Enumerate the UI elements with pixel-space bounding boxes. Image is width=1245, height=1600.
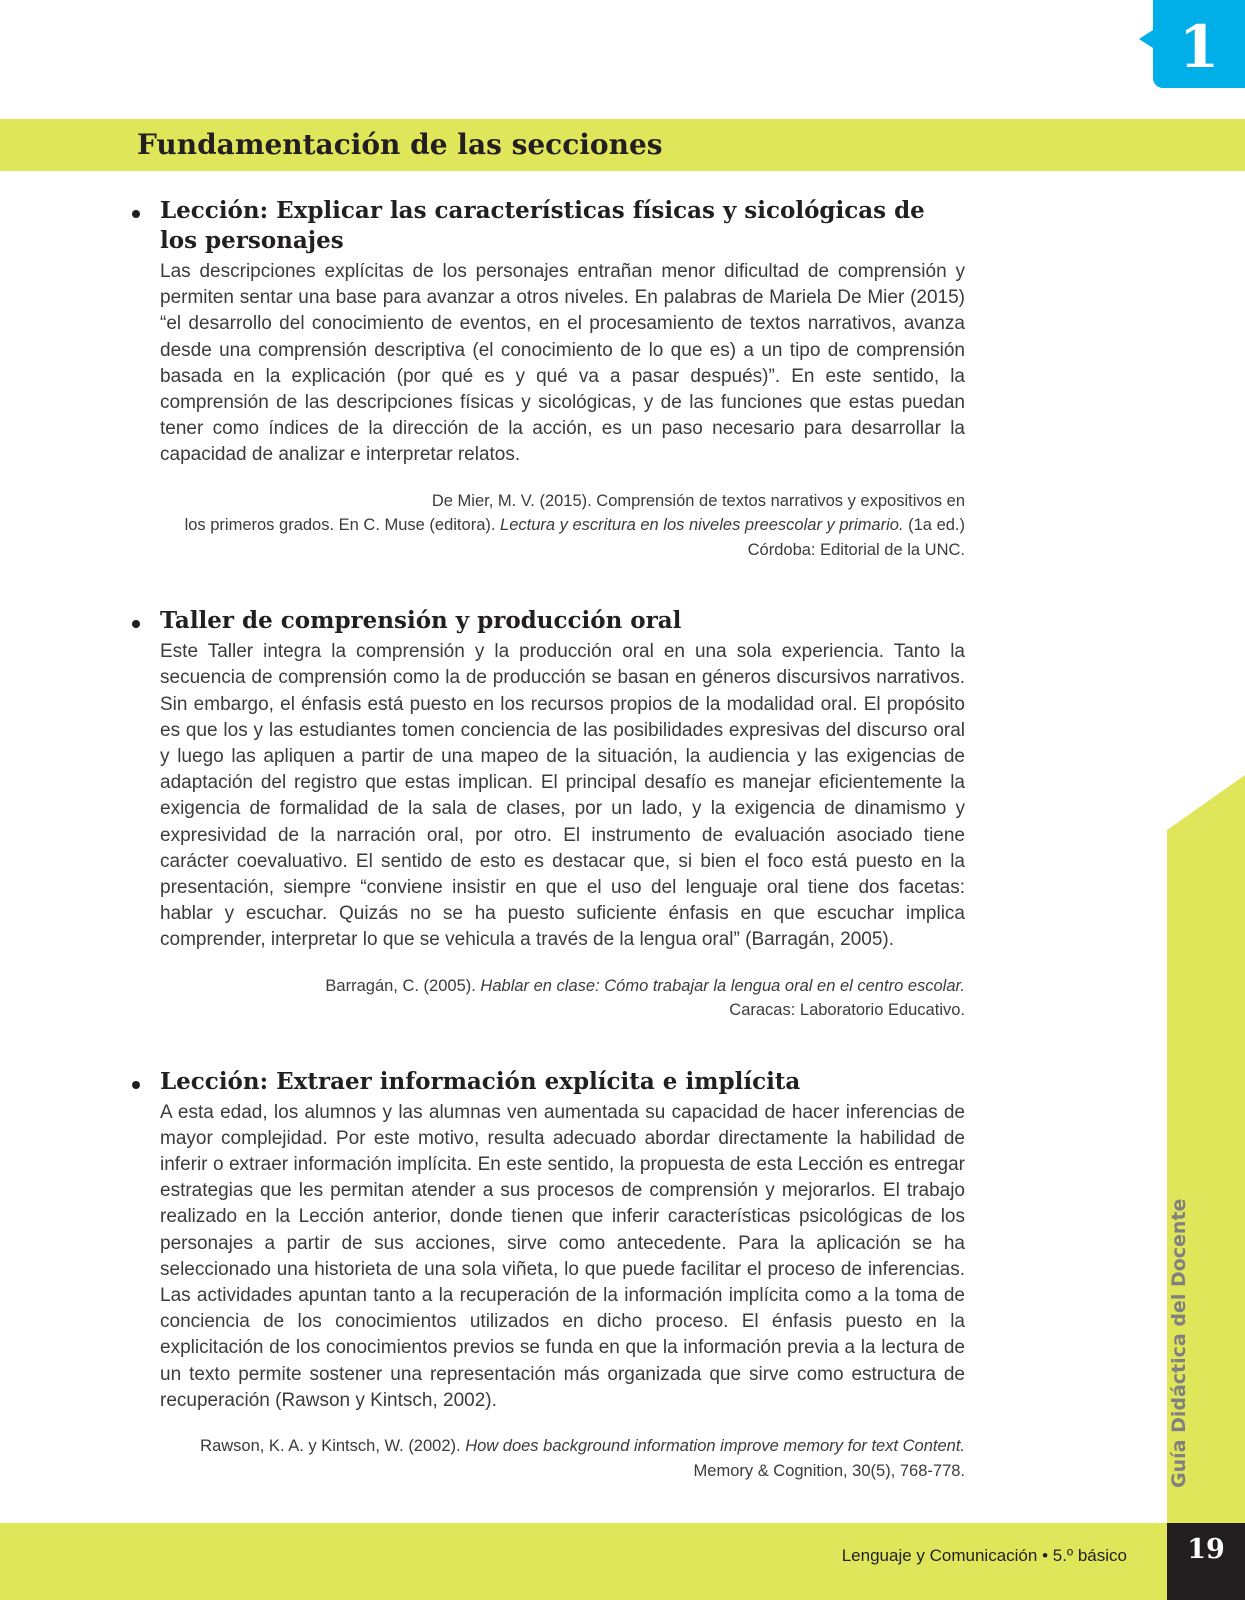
reference-line: Caracas: Laboratorio Educativo. [729,1001,965,1020]
reference-line [160,513,965,538]
reference-line: Córdoba: Editorial de la UNC. [747,540,965,559]
footer-text: Lenguaje y Comunicación • 5.º básico [841,1546,1127,1565]
section-body: Este Taller integra la comprensión y la producción oral en una sola experiencia. Tanto la secuencia de comprensión como la de producción se basan en géneros discursivos narrativos. Sin embargo, el énfasis está puesto en los recursos propios de la modalidad oral. El propósito es que los y las estudiantes tomen conciencia de las posibilidades expresivas del discurso oral y luego las apliquen a partir de una mapeo de la situación, la audiencia y las exigencias de adaptación del registro que estas implican. El principal desafío es manejar eficientemente la exigencia de formalidad de la sala de clases, por un lado, y la exigencia de dinamismo y expresividad de la narración oral, por otro. El instrumento de evaluación asociado tiene carácter coevaluativo. El sentido de esto es destacar que, si bien el foco está puesto en la presentación, siempre “conviene insistir en que el uso del lenguaje oral tiene dos facetas: hablar y escuchar. Quizás no se ha puesto suficiente énfasis en que escuchar implica comprender, interpretar lo que se vehicula a través de la lengua oral” (Barragán, 2005). [160,641,965,951]
reference-text: Rawson, K. A. y Kintsch, W. (2002). [200,1437,466,1455]
reference-text: (1a ed.) [903,516,965,535]
reference-line: De Mier, M. V. (2015). Comprensión de textos narrativos y expositivos en [431,491,965,510]
section-character-traits [160,196,965,562]
chapter-tab [1153,0,1245,88]
section-body: A esta edad, los alumnos y las alumnas ven aumentada su capacidad de hacer inferencias de mayor complejidad. Por este motivo, resulta adecuado abordar directamente la habilidad de inferir o extraer información implícita. En este sentido, la propuesta de esta Lección es entregar estrategias que les permitan atender a sus procesos de comprensión y mejorarlos. El trabajo realizado en la Lección anterior, donde tienen que inferir características psicológicas de los personajes a partir de sus acciones, sirve como antecedente. Para la aplicación se ha seleccionado una historieta de una sola viñeta, lo que puede facilitar el proceso de inferencias. Las actividades apuntan tanto a la recuperación de la información implícita como a la toma de conciencia de los conocimientos utilizados en dicho proceso. El énfasis puesto en la explicitación de los conocimientos previos se funda en que la información previa a la lectura de un texto permite sostener una representación más organizada que sirve como estructura de recuperación (Rawson y Kintsch, 2002). [160,1101,965,1411]
reference [160,489,965,563]
section-body: Las descripciones explícitas de los personajes entrañan menor dificultad de comprensión y permiten sentar una base para avanzar a otros niveles. En palabras de Mariela De Mier (2015) “el desarrollo del conocimiento de eventos, en el procesamiento de textos narrativos, avanza desde una comprensión descriptiva (el conocimiento de lo que es) a un tipo de comprensión basada en la explicación (por qué es y qué va a pasar después)”. En este sentido, la comprensión de las descripciones físicas y sicológicas, y de las funciones que estas puedan tener como índices de la dirección de la acción, es un paso necesario para desarrollar la capacidad de analizar e interpretar relatos. [160,261,965,466]
section-oral-workshop [160,606,965,1022]
page-number: 19 [1167,1523,1245,1600]
reference-text: los primeros grados. En C. Muse (editora). [184,516,501,535]
footer [0,1523,1245,1600]
section-heading: Lección: Explicar las características físicas y sicológicas de los personajes [160,197,925,254]
page-title: Fundamentación de las secciones [137,128,663,161]
section-heading: Lección: Extraer información explícita e implícita [160,1067,801,1095]
reference [160,1434,965,1483]
title-band [0,119,1245,171]
reference-title: How does background information improve memory for text Content. [465,1437,965,1455]
reference-text: Barragán, C. (2005). [325,976,481,995]
reference-line [160,974,965,999]
reference-line: Memory & Cognition, 30(5), 768-778. [693,1461,965,1480]
reference [160,974,965,1023]
section-heading: Taller de comprensión y producción oral [160,607,682,635]
chapter-number: 1 [1178,13,1220,81]
section-extract-information [160,1067,965,1483]
reference-title: Lectura y escritura en los niveles preescolar y primario. [500,516,904,535]
reference-title: Hablar en clase: Cómo trabajar la lengua oral en el centro escolar. [480,976,965,995]
content [160,196,965,1527]
side-label: Guía Didáctica del Docente [1168,1198,1190,1488]
reference-line [160,1434,965,1459]
